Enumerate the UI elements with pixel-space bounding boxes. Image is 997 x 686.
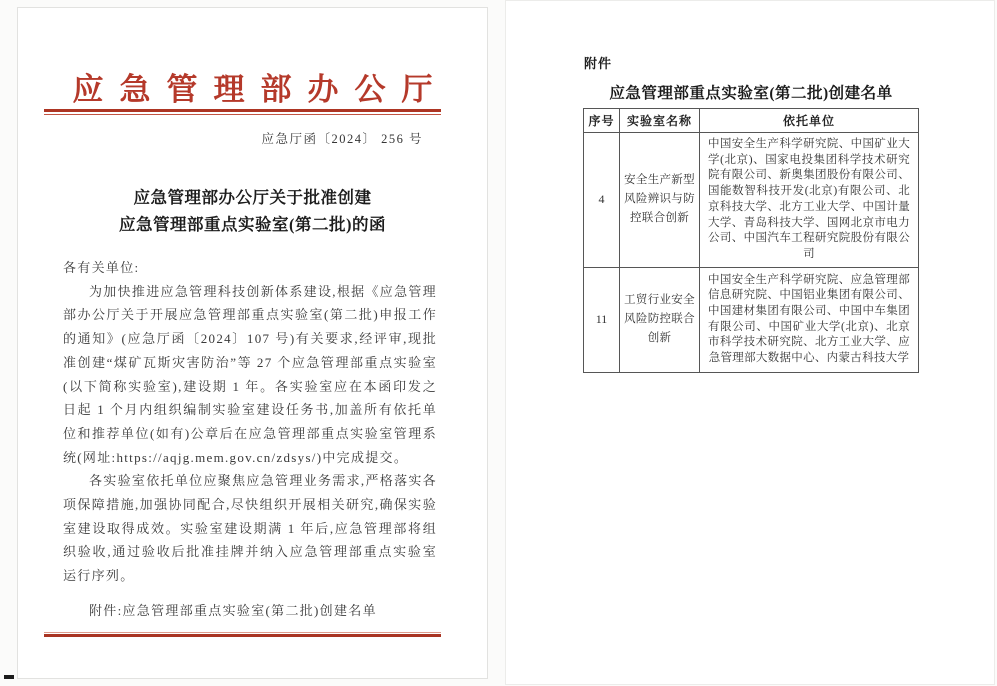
footer-rule (44, 632, 441, 637)
table-header-row (584, 109, 919, 133)
table-row (584, 133, 919, 268)
footer-rule-light (44, 632, 441, 633)
document-title-line-2: 应急管理部重点实验室(第二批)的函 (119, 215, 386, 234)
letterhead-title: 应急管理部办公厅 (72, 72, 449, 107)
letterhead-rule-thick (44, 109, 441, 112)
lab-list-table (583, 108, 919, 373)
attachment-label: 附件 (584, 56, 613, 71)
scan-artifact-mark (4, 675, 14, 679)
footer-rule-dark (44, 634, 441, 637)
letterhead-rule-thin (44, 114, 441, 115)
document-title (18, 184, 487, 238)
attachment-table-title: 应急管理部重点实验室(第二批)创建名单 (609, 85, 893, 102)
salutation: 各有关单位: (63, 260, 140, 275)
letterhead-rule (44, 109, 441, 115)
lab-name-cell: 安全生产新型风险辨识与防控联合创新 (620, 133, 700, 268)
body-paragraph-2: 各实验室依托单位应聚焦应急管理业务需求,严格落实各项保障措施,加强协同配合,尽快组织开展相关研究,确保实验室建设取得成效。实验室建设期满 1 年后,应急管理部将组织验收,通过验收后批准挂牌并纳入应急管理部重点实验室运行序列。 (63, 473, 437, 584)
document-number: 应急厅函〔2024〕 256 号 (261, 132, 423, 146)
body-paragraph-1: 为加快推进应急管理科技创新体系建设,根据《应急管理部办公厅关于开展应急管理部重点实验室(第二批)申报工作的通知》(应急厅函〔2024〕107 号)有关要求,经评审,现批准创建“煤矿瓦斯灾害防治”等 27 个应急管理部重点实验室(以下简称实验室),建设期 1 年。各实验室应在本函印发之日起 1 个月内组织编制实验室建设任务书,加盖所有依托单位和推荐单位(如有)公章后在应急管理部重点实验室管理系统(网址:https://aqjg.mem.gov.cn/zdsys/)中完成提交。 (63, 283, 437, 465)
attachment-note: 附件:应急管理部重点实验室(第二批)创建名单 (89, 602, 377, 618)
supporting-units-cell: 中国安全生产科学研究院、中国矿业大学(北京)、国家电投集团科学技术研究院有限公司、新奥集团股份有限公司、国能数智科技开发(北京)有限公司、北京科技大学、北方工业大学、中国计量大学、青岛科技大学、国网北京市电力公司、中国汽车工程研究院股份有限公司 (700, 133, 919, 268)
attachment-page (505, 0, 995, 685)
row-number-cell: 4 (584, 133, 620, 268)
table-row (584, 267, 919, 372)
document-title-line-1: 应急管理部办公厅关于批准创建 (133, 188, 372, 207)
letter-body (63, 256, 437, 623)
supporting-units-cell: 中国安全生产科学研究院、应急管理部信息研究院、中国铝业集团有限公司、中国建材集团有限公司、中国中车集团有限公司、中国矿业大学(北京)、北京市科学技术研究院、北方工业大学、应急管理部大数据中心、内蒙古科技大学 (700, 267, 919, 372)
letter-page (17, 7, 488, 679)
row-number-cell: 11 (584, 267, 620, 372)
column-header-supporting-units: 依托单位 (700, 109, 919, 133)
column-header-number: 序号 (584, 109, 620, 133)
lab-name-cell: 工贸行业安全风险防控联合创新 (620, 267, 700, 372)
column-header-lab-name: 实验室名称 (620, 109, 700, 133)
